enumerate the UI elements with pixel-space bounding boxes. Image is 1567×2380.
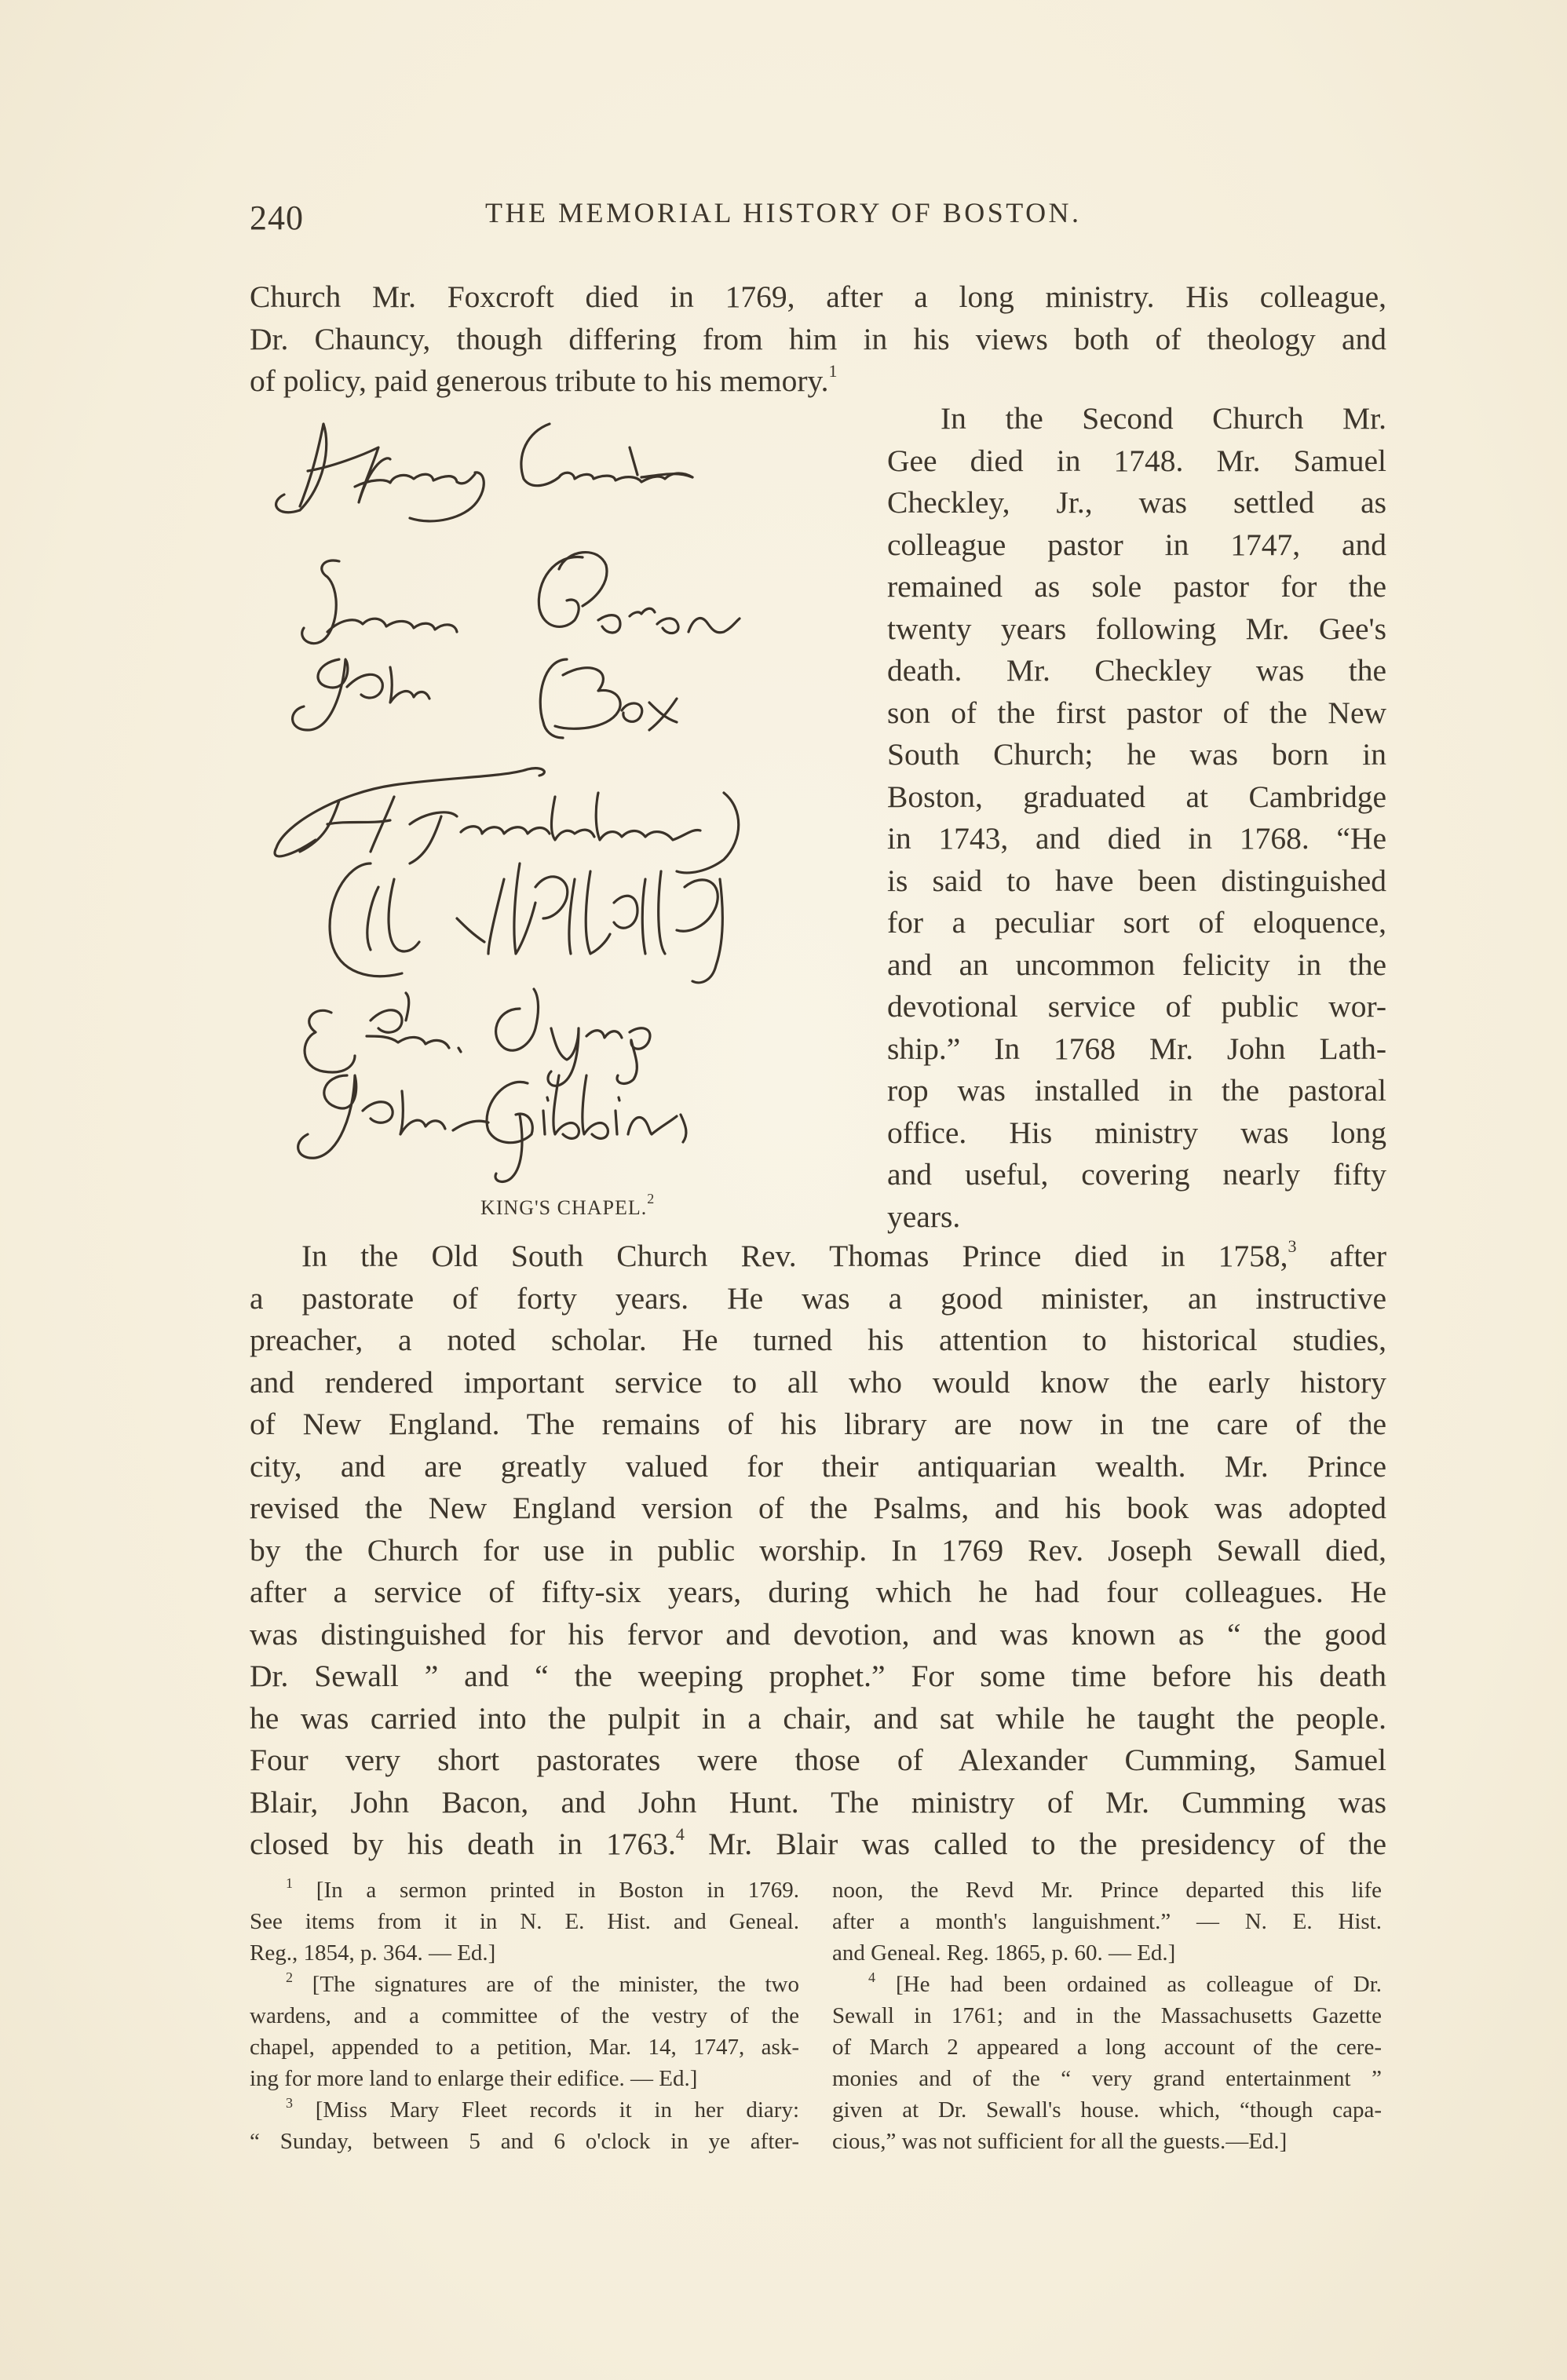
footnote-line: “ Sunday, between 5 and 6 o'clock in ye after-: [250, 2129, 799, 2154]
text-line: office. His ministry was long: [887, 1115, 1386, 1150]
signatures-figure: [253, 400, 881, 1225]
text-line: Four very short pastorates were those of Alexander Cumming, Samuel: [250, 1743, 1386, 1777]
text-line: death. Mr. Checkley was the: [887, 653, 1386, 688]
footnote-line: given at Dr. Sewall's house. which, “though capa-: [832, 2097, 1382, 2123]
signature-edw-lyng: [305, 989, 650, 1086]
page-number: 240: [250, 199, 304, 237]
signature-henry-caner: [276, 424, 692, 521]
footnote-mark: 1: [828, 361, 838, 381]
footnote-line: monies and of the “ very grand entertainment ”: [832, 2066, 1382, 2091]
text-line: ship.” In 1768 Mr. John Lath-: [887, 1031, 1386, 1066]
text-line: preacher, a noted scholar. He turned his attention to historical studies,: [250, 1323, 1386, 1357]
footnote-line: $^1$ [In a sermon printed in Boston in 1769.: [286, 1875, 799, 1903]
footnote-line: cious,” was not sufficient for all the guests.—Ed.]: [832, 2129, 1288, 2154]
text-line: Gee died in 1748. Mr. Samuel: [887, 443, 1386, 478]
signature-john-box: [293, 659, 677, 738]
text-line: remained as sole pastor for the: [887, 569, 1386, 604]
text-line: and an uncommon felicity in the: [887, 947, 1386, 982]
footnote-line: $^3$ [Miss Mary Fleet records it in her diary:: [286, 2095, 800, 2123]
text-line: after a service of fifty-six years, during which he had four colleagues. He: [250, 1575, 1386, 1609]
footnotes-left-column: [250, 1874, 799, 2157]
text-line: of New England. The remains of his library are now in tne care of the: [250, 1407, 1386, 1441]
text-line: Blair, John Bacon, and John Hunt. The ministry of Mr. Cumming was: [250, 1784, 1386, 1820]
text-line: in 1743, and died in 1768. “He: [887, 821, 1386, 856]
footnote-mark: 4: [675, 1824, 685, 1844]
text-line: city, and are greatly valued for their antiquarian wealth. Mr. Prince: [250, 1448, 1386, 1484]
text-line: a pastorate of forty years. He was a good minister, an instructive: [250, 1280, 1386, 1316]
text-line: and useful, covering nearly fifty: [887, 1157, 1386, 1192]
running-head: [250, 188, 1388, 243]
text-line: colleague pastor in 1747, and: [887, 527, 1386, 562]
main-paragraph: [250, 1236, 1386, 1866]
text-line: South Church; he was born in: [887, 737, 1386, 772]
text-line: devotional service of public wor-: [887, 989, 1386, 1024]
footnote-line: and Geneal. Reg. 1865, p. 60. — Ed.]: [832, 1940, 1176, 1966]
intro-paragraph: [250, 276, 1386, 403]
footnote-line: chapel, appended to a petition, Mar. 14, 1747, ask-: [250, 2035, 799, 2060]
footnote-line: ing for more land to enlarge their edifice. — Ed.]: [250, 2066, 698, 2091]
text-line: In the Old South Church Rev. Thomas Prince died in 1758,$^3$ after: [301, 1236, 1386, 1273]
text-line: son of the first pastor of the New: [887, 695, 1386, 730]
text-line: years.: [887, 1199, 961, 1234]
text-line: twenty years following Mr. Gee's: [887, 611, 1386, 646]
signature-james-gordon: [302, 553, 740, 644]
text-line: he was carried into the pulpit in a chair, and sat while he taught the people.: [250, 1700, 1386, 1736]
text-line: and rendered important service to all who would know the early history: [250, 1364, 1386, 1400]
text-line: Dr. Chauncy, though differing from him in his views both of theology and: [250, 321, 1386, 356]
footnote-line: wardens, and a committee of the vestry of the: [250, 2003, 799, 2028]
text-line: revised the New England version of the Psalms, and his book was adopted: [250, 1491, 1386, 1525]
footnote-line: $^4$ [He had been ordained as colleague of Dr.: [868, 1969, 1383, 1997]
footnote-line: Reg., 1854, p. 364. — Ed.]: [250, 1940, 496, 1966]
text-line: Church Mr. Foxcroft died in 1769, after a long ministry. His colleague,: [250, 279, 1386, 314]
figure-caption: [480, 1191, 656, 1220]
text-line: rop was installed in the pastoral: [887, 1073, 1386, 1108]
text-line: by the Church for use in public worship. In 1769 Rev. Joseph Sewall died,: [250, 1532, 1386, 1568]
footnote-line: of March 2 appeared a long account of the cere-: [832, 2035, 1382, 2060]
text-line: is said to have been distinguished: [887, 863, 1386, 898]
signature-john-gibbins: [298, 1075, 686, 1181]
footnote-line: $^2$ [The signatures are of the minister, the two: [286, 1969, 799, 1997]
text-line: closed by his death in 1763.$^4$ Mr. Blair was called to the presidency of the: [250, 1824, 1386, 1861]
caption-text: KING'S CHAPEL.: [480, 1196, 648, 1219]
footnote-line: See items from it in N. E. Hist. and Geneal.: [250, 1909, 799, 1934]
footnote-line: Sewall in 1761; and in the Massachusetts Gazette: [832, 2003, 1382, 2028]
side-paragraph: [887, 398, 1386, 1238]
text-line: Checkley, Jr., was settled as: [887, 485, 1386, 520]
running-title: THE MEMORIAL HISTORY OF BOSTON.: [485, 197, 1082, 228]
text-line: In the Second Church Mr.: [941, 401, 1386, 436]
footnote-mark: 3: [1288, 1236, 1297, 1256]
text-line: was distinguished for his fervor and devotion, and was known as “ the good: [250, 1616, 1386, 1652]
text-line: of policy, paid generous tribute to his memory.$^1$: [250, 361, 838, 398]
footnote-line: after a month's languishment.” — N. E. Hist.: [832, 1909, 1382, 1934]
text-line: Dr. Sewall ” and “ the weeping prophet.” For some time before his death: [250, 1659, 1386, 1693]
text-line: Boston, graduated at Cambridge: [887, 779, 1386, 814]
footnote-mark: 1: [286, 1875, 293, 1891]
text-line: for a peculiar sort of eloquence,: [887, 905, 1386, 940]
signature-cht-apthorp: [330, 863, 722, 983]
signature-h-frankland: [275, 768, 739, 873]
footnote-mark: 2: [286, 1969, 293, 1985]
footnote-line: noon, the Revd Mr. Prince departed this life: [832, 1878, 1382, 1903]
footnote-mark: 2: [647, 1191, 656, 1206]
footnotes-right-column: [832, 1874, 1382, 2157]
footnote-mark: 4: [868, 1969, 875, 1985]
footnote-mark: 3: [286, 2095, 293, 2111]
